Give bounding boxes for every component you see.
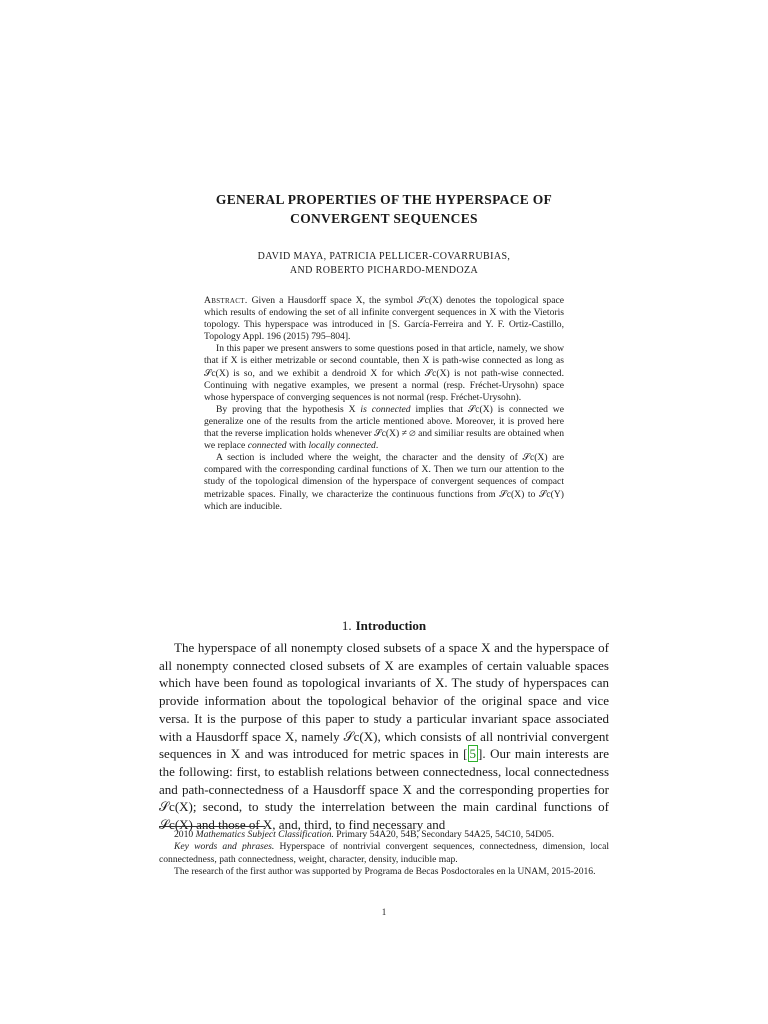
abstract-text-1: Given a Hausdorff space X, the symbol 𝒮c(X) denotes the topological space which results of endowing the set of all infinite convergent sequences in X with the Vietoris topology. This hyperspace was introduced in [S. García-Ferreira and Y. F. Ortiz-Castillo, Topology Appl. 196 (2015) 795–804]. <box>204 295 564 343</box>
citation-link[interactable]: 5 <box>469 746 477 762</box>
abstract-text-3g: . <box>375 440 379 452</box>
paper-authors <box>150 250 618 278</box>
abstract-label: Abstract. <box>204 295 248 306</box>
intro-paragraph <box>159 639 609 834</box>
abstract-text-3a: By proving that the hypothesis X <box>216 403 361 415</box>
intro-citation-close: ] <box>478 746 483 762</box>
intro-text-a: The hyperspace of all nonempty closed subsets of a space X and the hyperspace of all nonempty connected closed subsets of X are examples of certain valuable spaces which have been found as topological invariants of X. The study of hyperspaces can provide information about the topological behavior of the original space and vice versa. It is the purpose of this paper to study a particular invariant space associated with a Hausdorff space X, namely 𝒮c(X), which consists of all nontrivial convergent sequences in X and was introduced for metric spaces in <box>159 640 609 762</box>
abstract-text-3c: implies that 𝒮c(X) is connected we generalize one of the results from the article mentioned above. Moreover, it is proved here that the reverse implication holds whenever 𝒮c(X) ≠ ∅ and similiar results are obtained when we replace <box>204 403 564 452</box>
paper-title <box>150 190 618 228</box>
footnotes <box>159 829 609 879</box>
footnote-funding: The research of the first author was supported by Programa de Becas Posdoctorales en la UNAM, 2015-2016. <box>174 866 596 878</box>
intro-citation-open: [ <box>463 746 468 762</box>
footnote-keywords <box>159 841 609 866</box>
abstract-text-3b: is connected <box>360 403 411 415</box>
section-number: 1. <box>341 618 352 633</box>
abstract-text-3e: with <box>286 440 309 452</box>
abstract-paragraph-4: A section is included where the weight, the character and the density of 𝒮c(X) are compared with the corresponding cardinal functions of X. Then we turn our attention to the study of the topological dimension of the hyperspace of convergent sequences of compact metrizable spaces. Finally, we characterize the continuous functions from 𝒮c(X) to 𝒮c(Y) which are inducible. <box>204 452 564 512</box>
footnote-msc-year: 2010 <box>174 829 196 840</box>
abstract-paragraph-3 <box>204 404 564 452</box>
authors-line-1: DAVID MAYA, PATRICIA PELLICER-COVARRUBIAS, <box>257 251 511 262</box>
section-heading <box>150 617 618 635</box>
abstract-text-3d: connected <box>247 440 287 452</box>
title-line-2: CONVERGENT SEQUENCES <box>290 211 478 226</box>
footnote-msc <box>159 829 609 841</box>
footnote-msc-codes: Primary 54A20, 54B, Secondary 54A25, 54C10, 54D05. <box>333 829 554 840</box>
abstract-text-3f: locally connected <box>308 440 376 452</box>
abstract-paragraph-2: In this paper we present answers to some questions posed in that article, namely, we show that if X is either metrizable or second countable, then X is path-wise connected as long as 𝒮c(X) is so, and we exhibit a dendroid X for which 𝒮c(X) is not path-wise connected. Continuing with negative examples, we present a normal (resp. Fréchet-Urysohn) space whose hyperspace of converging sequences is not normal (resp. Fréchet-Urysohn). <box>204 343 564 403</box>
footnote-rule <box>159 826 265 827</box>
footnote-keywords-label: Key words and phrases. <box>174 841 275 853</box>
page-number: 1 <box>381 907 387 917</box>
intro-text-b: . Our main interests are the following: first, to establish relations between connectedness, local connectedness and path-connectedness of a Hausdorff space X and the corresponding properties for 𝒮c(X); second, to study the interrelation between the main cardinal functions of 𝒮c(X) and those of X, and, third, to find necessary and <box>159 746 610 833</box>
abstract <box>204 295 564 513</box>
footnote-keywords-text: Hyperspace of nontrivial convergent sequences, connectedness, dimension, local connectedness, path connectedness, weight, character, density, inducible map. <box>159 841 609 865</box>
abstract-paragraph-1 <box>204 295 564 343</box>
footnote-msc-label: Mathematics Subject Classification. <box>195 829 334 840</box>
authors-line-2: AND ROBERTO PICHARDO-MENDOZA <box>289 265 479 276</box>
title-line-1: GENERAL PROPERTIES OF THE HYPERSPACE OF <box>215 192 553 207</box>
section-name: Introduction <box>355 618 427 633</box>
